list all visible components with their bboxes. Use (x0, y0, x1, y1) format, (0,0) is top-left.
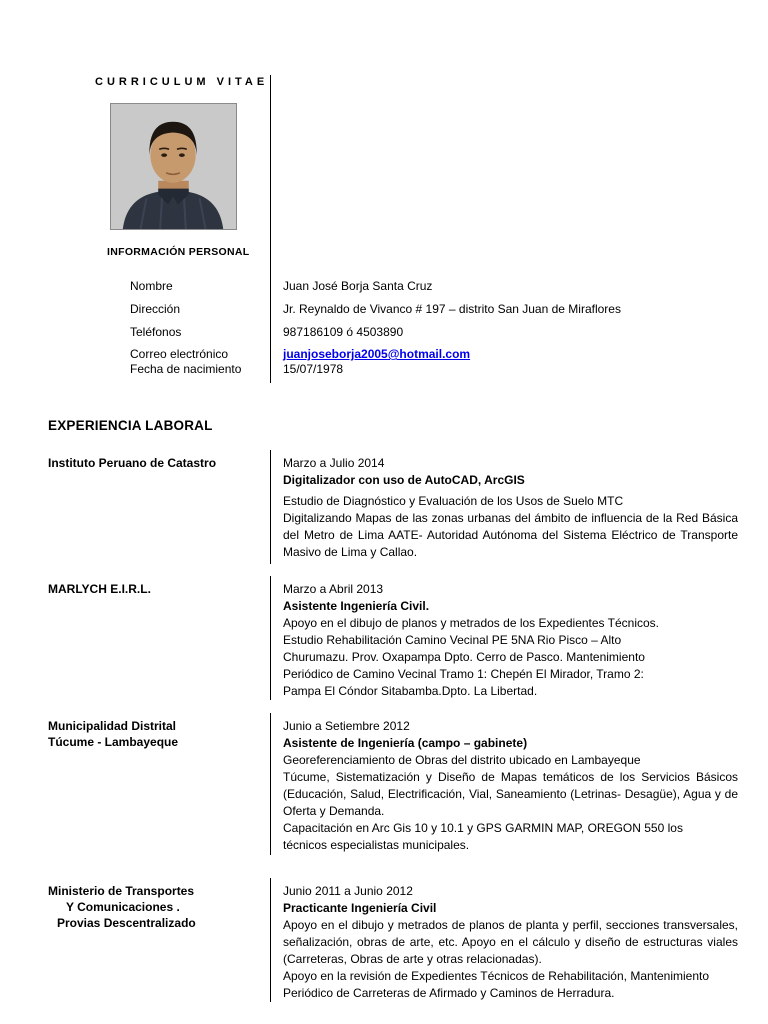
employer-name: Ministerio de Transportes (48, 884, 195, 898)
entry-content (270, 713, 738, 855)
personal-info-row (0, 325, 768, 342)
personal-info-row (0, 279, 768, 296)
experience-heading: EXPERIENCIA LABORAL (48, 418, 213, 433)
experience-description: Estudio de Diagnóstico y Evaluación de los Usos de Suelo MTC (283, 494, 624, 508)
entry-employer-cell (48, 576, 270, 700)
experience-description: Apoyo en el dibujo y metrados de planos de planta y perfil, secciones transversales, señalización, obras de arte, etc. Apoyo en el cálculo y diseño de estructuras viales (Carreteras, Obras de arte y otras relacionadas). (283, 918, 738, 966)
entry-employer-cell (48, 713, 270, 855)
email-link[interactable]: juanjoseborja2005@hotmail.com (283, 347, 471, 361)
experience-period: Junio 2011 a Junio 2012 (283, 884, 413, 898)
experience-period: Marzo a Julio 2014 (283, 456, 385, 470)
personal-info-value: 15/07/1978 (283, 362, 344, 376)
personal-info-label: Teléfonos (130, 325, 182, 339)
personal-info-value: 987186109 ó 4503890 (283, 325, 404, 339)
employer-name: Y Comunicaciones . (66, 900, 180, 914)
portrait-illustration (111, 104, 236, 229)
experience-role: Practicante Ingeniería Civil (283, 901, 437, 915)
entry-employer-cell (48, 878, 270, 1002)
employer-name: Túcume - Lambayeque (48, 735, 179, 749)
experience-description: Apoyo en la revisión de Expedientes Técnicos de Rehabilitación, Mantenimiento Periódico de Carreteras de Afirmado y Caminos de Herradura. (283, 969, 710, 1000)
experience-period: Junio a Setiembre 2012 (283, 719, 410, 733)
entry-content (270, 576, 738, 700)
personal-info-row (0, 302, 768, 319)
portrait-photo (110, 103, 237, 230)
personal-info-label: Fecha de nacimiento (130, 362, 242, 376)
entry-employer-cell (48, 450, 270, 564)
personal-info-value: Jr. Reynaldo de Vivanco # 197 – distrito San Juan de Miraflores (283, 302, 621, 316)
personal-info-value: Juan José Borja Santa Cruz (283, 279, 433, 293)
experience-description: Capacitación en Arc Gis 10 y 10.1 y GPS GARMIN MAP, OREGON 550 los técnicos especialistas municipales. (283, 821, 683, 852)
entry-content (270, 450, 738, 564)
personal-info-label: Dirección (130, 302, 181, 316)
document-title: CURRICULUM VITAE (95, 76, 269, 88)
experience-period: Marzo a Abril 2013 (283, 582, 384, 596)
employer-name: Provias Descentralizado (57, 916, 196, 930)
personal-info-row (0, 362, 768, 379)
experience-entry (48, 450, 738, 564)
experience-description: Apoyo en el dibujo de planos y metrados de los Expedientes Técnicos. (283, 616, 660, 630)
experience-role: Digitalizador con uso de AutoCAD, ArcGIS (283, 473, 525, 487)
employer-name: Municipalidad Distrital (48, 719, 177, 733)
personal-info-label: Correo electrónico (130, 347, 229, 361)
experience-description: Digitalizando Mapas de las zonas urbanas del ámbito de influencia de la Red Básica del Metro de Lima AATE- Autoridad Autónoma del Sistema Eléctrico de Transporte Masivo de Lima y Callao. (283, 511, 738, 559)
entry-content (270, 878, 738, 1002)
experience-entry (48, 713, 738, 855)
experience-description: Estudio Rehabilitación Camino Vecinal PE 5NA Rio Pisco – Alto Churumazu. Prov. Oxapampa Dpto. Cerro de Pasco. Mantenimiento Periódico de Camino Vecinal Tramo 1: Chepén El Mirador, Tramo 2: Pampa El Cóndor Sitabamba.Dpto. La Libertad. (283, 633, 645, 698)
experience-description: Georeferenciamiento de Obras del distrito ubicado en Lambayeque (283, 753, 641, 767)
experience-entry (48, 576, 738, 700)
experience-role: Asistente de Ingeniería (campo – gabinete) (283, 736, 528, 750)
experience-role: Asistente Ingeniería Civil. (283, 599, 430, 613)
employer-name: Instituto Peruano de Catastro (48, 456, 217, 470)
personal-info-label: Nombre (130, 279, 173, 293)
experience-entry (48, 878, 738, 1002)
personal-info-heading: INFORMACIÓN PERSONAL (107, 246, 250, 258)
employer-name: MARLYCH E.I.R.L. (48, 582, 151, 596)
experience-description: Túcume, Sistematización y Diseño de Mapas temáticos de los Servicios Básicos (Educación, Salud, Electrificación, Vial, Saneamiento (Letrinas- Desagüe), Agua y de Oferta y Demanda. (283, 770, 738, 818)
